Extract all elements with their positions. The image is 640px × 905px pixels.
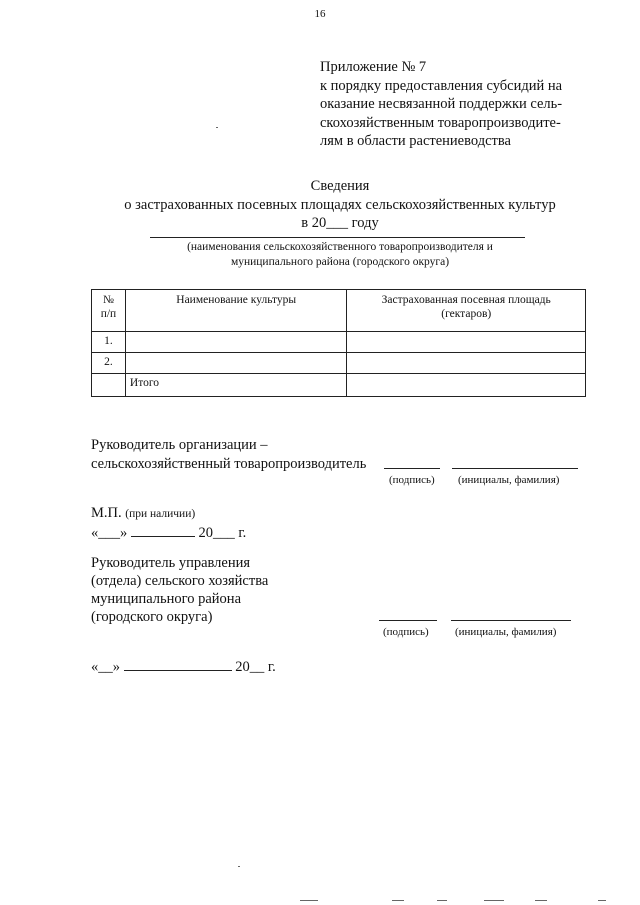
dept-signature-caption: (подпись) bbox=[383, 626, 429, 638]
date-suffix: г. bbox=[267, 659, 276, 675]
scan-speck bbox=[484, 900, 504, 901]
scan-speck bbox=[300, 900, 318, 901]
date-day[interactable]: «___» bbox=[91, 525, 128, 541]
page-number: 16 bbox=[314, 8, 326, 20]
scan-speck bbox=[392, 900, 404, 901]
scan-speck bbox=[598, 900, 606, 901]
dept-label-3: муниципального района bbox=[91, 591, 241, 607]
bottom-date bbox=[91, 656, 276, 677]
head-signature-line[interactable] bbox=[384, 468, 440, 469]
stamp-note: (при наличии) bbox=[125, 508, 196, 520]
table-row bbox=[92, 353, 586, 374]
row-number: 2. bbox=[92, 353, 126, 374]
year-blank[interactable]: ___ bbox=[326, 215, 349, 231]
header-crop-name: Наименование культуры bbox=[125, 290, 347, 332]
row-number: 1. bbox=[92, 332, 126, 353]
total-number-cell bbox=[92, 374, 126, 397]
scan-speck bbox=[238, 866, 240, 867]
document-subtitle: о застрахованных посевных площадях сельскохозяйственных культур bbox=[124, 196, 556, 213]
report-year: в 20___ году bbox=[301, 215, 379, 231]
area-cell[interactable] bbox=[347, 353, 586, 374]
dept-name-caption: (инициалы, фамилия) bbox=[455, 626, 557, 638]
total-area-cell[interactable] bbox=[347, 374, 586, 397]
table-header-row bbox=[92, 290, 586, 332]
appendix-line: оказание несвязанной поддержки сель- bbox=[320, 96, 563, 112]
crop-cell[interactable] bbox=[125, 353, 347, 374]
stamp-line bbox=[91, 504, 195, 524]
header-insured-area: Застрахованная посевная площадь (гектаров) bbox=[347, 290, 586, 332]
dept-label-2: (отдела) сельского хозяйства bbox=[91, 573, 269, 589]
total-label: Итого bbox=[125, 374, 347, 397]
area-cell[interactable] bbox=[347, 332, 586, 353]
appendix-line: лям в области растениеводства bbox=[320, 133, 511, 149]
scan-speck bbox=[437, 900, 447, 901]
date-month-blank[interactable] bbox=[131, 522, 195, 537]
insured-areas-table bbox=[91, 289, 586, 397]
crop-cell[interactable] bbox=[125, 332, 347, 353]
date-year[interactable]: 20___ bbox=[198, 525, 235, 541]
head-name-line[interactable] bbox=[452, 468, 578, 469]
stamp-date bbox=[91, 522, 246, 543]
appendix-title: Приложение № 7 bbox=[320, 59, 427, 75]
dept-label-1: Руководитель управления bbox=[91, 555, 251, 571]
dept-name-line[interactable] bbox=[451, 620, 571, 621]
scan-speck bbox=[535, 900, 547, 901]
document-title-block bbox=[0, 177, 640, 233]
date-suffix: г. bbox=[238, 525, 247, 541]
date-day[interactable]: «__» bbox=[91, 659, 120, 675]
table-row bbox=[92, 332, 586, 353]
date-year[interactable]: 20__ bbox=[235, 659, 265, 675]
header-number: № п/п bbox=[92, 290, 126, 332]
head-signature-label-2: сельскохозяйственный товаропроизводитель bbox=[91, 456, 367, 472]
organization-caption: (наименования сельскохозяйственного товаропроизводителя и муниципального района (городского округа) bbox=[187, 241, 493, 268]
date-month-blank[interactable] bbox=[124, 656, 232, 671]
head-signature-caption: (подпись) bbox=[389, 474, 435, 486]
organization-name-line[interactable] bbox=[150, 237, 525, 238]
dept-signature-line[interactable] bbox=[379, 620, 437, 621]
head-signature-label-1: Руководитель организации – bbox=[91, 437, 268, 453]
stamp-label: М.П. bbox=[91, 505, 122, 521]
document-title: Сведения bbox=[310, 178, 370, 194]
head-name-caption: (инициалы, фамилия) bbox=[458, 474, 560, 486]
dept-label-4: (городского округа) bbox=[91, 609, 213, 625]
table-total-row bbox=[92, 374, 586, 397]
appendix-line: к порядку предоставления субсидий на bbox=[320, 77, 563, 94]
appendix-block bbox=[320, 58, 620, 151]
scan-speck bbox=[216, 127, 218, 128]
appendix-line: скохозяйственным товаропроизводите- bbox=[320, 114, 561, 131]
